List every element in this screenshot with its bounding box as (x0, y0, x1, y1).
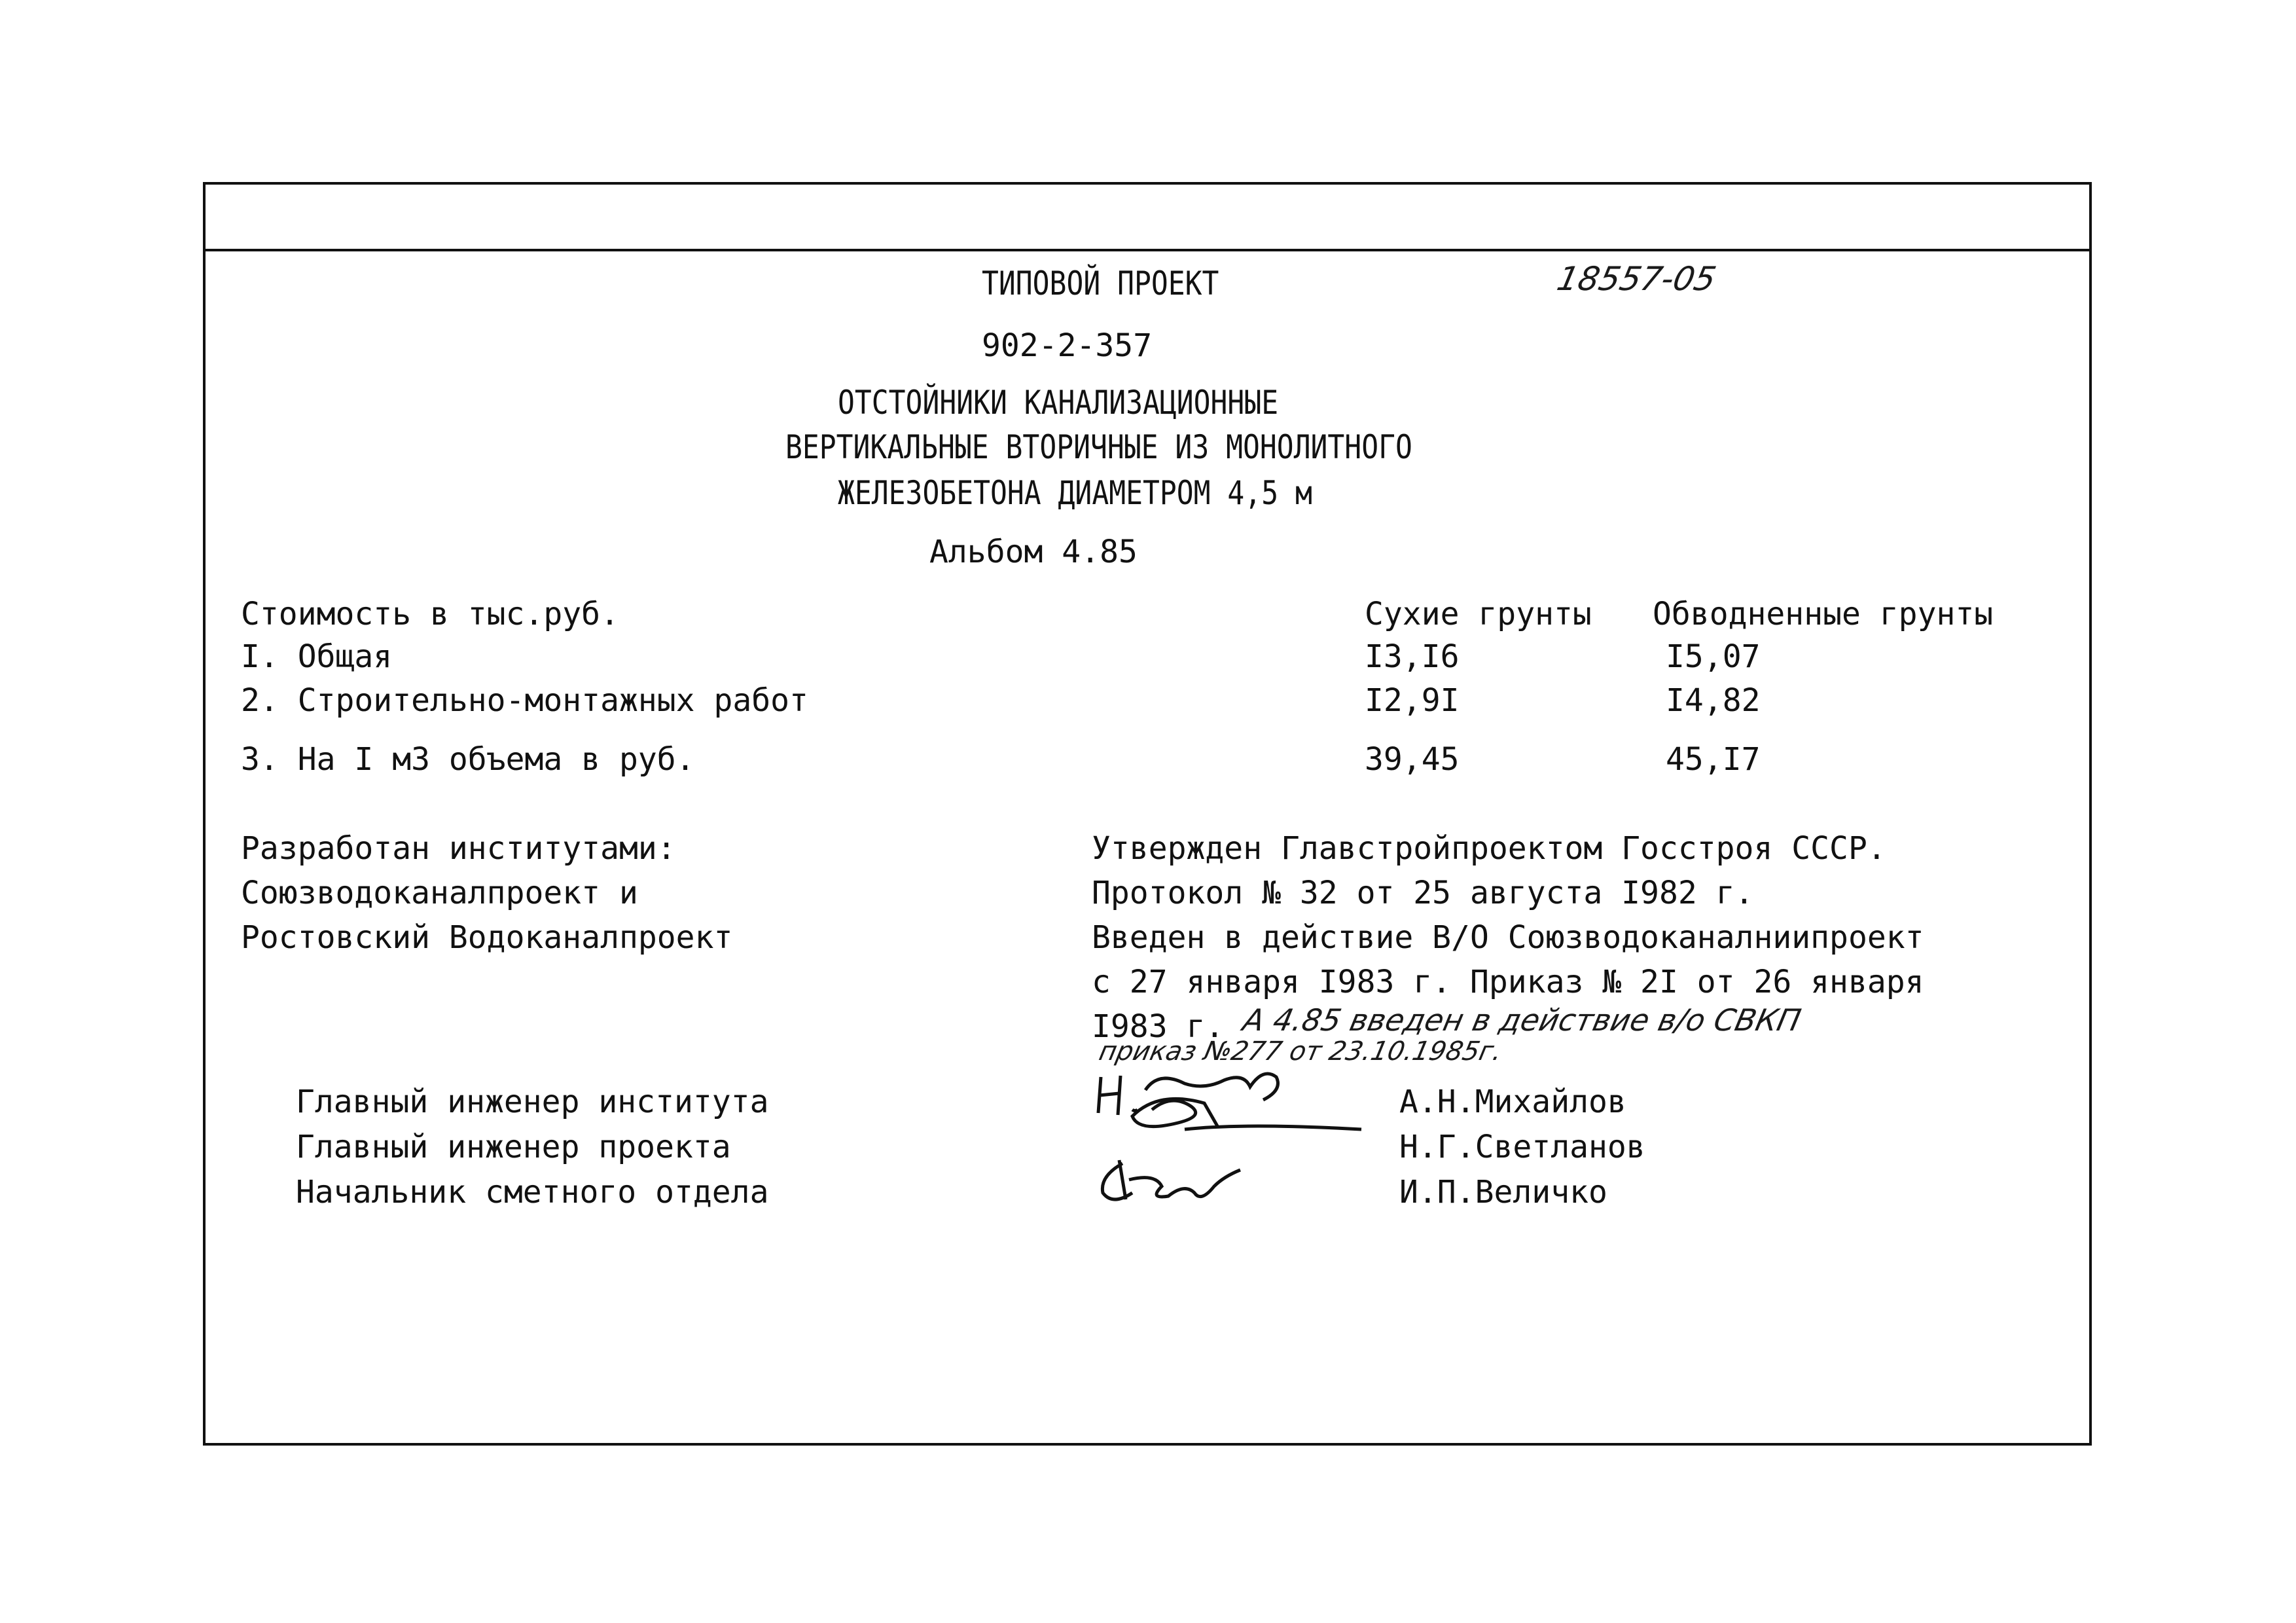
handwritten-note-2: приказ №277 от 23.10.1985г. (1096, 1036, 1505, 1067)
signatory-role: Главный инженер проекта (296, 1129, 731, 1165)
signatory-role: Начальник сметного отдела (296, 1174, 769, 1211)
approval-line-1: Утвержден Главстройпроектом Госстроя СССР. (1092, 830, 1886, 867)
developer-line-2: Ростовский Водоканалпроект (241, 919, 733, 956)
developer-line-1: Союзводоканалпроект и (241, 875, 638, 911)
cost-row-dry-value: 39,45 (1365, 741, 1460, 778)
cost-row-label: I. Общая (241, 638, 393, 675)
signatory-name: И.П.Величко (1399, 1174, 1607, 1211)
signature-mikhailov (1093, 1064, 1368, 1149)
approval-line-5: I983 г. (1092, 1008, 1225, 1045)
approval-line-2: Протокол № 32 от 25 августа I982 г. (1092, 875, 1754, 911)
title-line-1: ОТСТОЙНИКИ КАНАЛИЗАЦИОННЫЕ (838, 384, 1279, 422)
approval-line-3: Введен в действие В/О Союзводоканалниипроект (1092, 919, 1924, 956)
cost-row-wet-value: I4,82 (1666, 682, 1761, 719)
cost-row-dry-value: I3,I6 (1365, 638, 1460, 675)
handwritten-note-1: А 4.85 введен в действие в/о СВКП (1240, 1002, 1804, 1038)
developers-heading: Разработан институтами: (241, 830, 676, 867)
signature-scribble (1093, 1064, 1368, 1149)
handwritten-number: 18557-05 (1553, 260, 1719, 298)
document-frame (203, 182, 2092, 1446)
album-label: Альбом 4.85 (929, 534, 1138, 570)
title-line-3: ЖЕЛЕЗОБЕТОНА ДИАМЕТРОМ 4,5 м (838, 474, 1312, 512)
project-number: 902-2-357 (982, 327, 1153, 364)
signatory-name: А.Н.Михайлов (1399, 1084, 1626, 1120)
cost-row-wet-value: I5,07 (1666, 638, 1761, 675)
column-header-dry: Сухие грунты (1365, 596, 1592, 632)
project-type: ТИПОВОЙ ПРОЕКТ (982, 264, 1219, 302)
cost-row-label: 3. На I м3 объема в руб. (241, 741, 695, 778)
signature-scribble (1096, 1154, 1247, 1213)
signature-velichko (1096, 1154, 1247, 1213)
cost-row-label: 2. Строительно-монтажных работ (241, 682, 808, 719)
frame-top-divider (203, 249, 2092, 251)
approval-line-4: с 27 января I983 г. Приказ № 2I от 26 января (1092, 964, 1924, 1000)
title-line-2: ВЕРТИКАЛЬНЫЕ ВТОРИЧНЫЕ ИЗ МОНОЛИТНОГО (785, 428, 1412, 466)
signatory-role: Главный инженер института (296, 1084, 769, 1120)
column-header-wet: Обводненные грунты (1653, 596, 1994, 632)
signatory-name: Н.Г.Светланов (1399, 1129, 1645, 1165)
cost-row-dry-value: I2,9I (1365, 682, 1460, 719)
cost-row-wet-value: 45,I7 (1666, 741, 1761, 778)
cost-heading: Стоимость в тыс.руб. (241, 596, 619, 632)
